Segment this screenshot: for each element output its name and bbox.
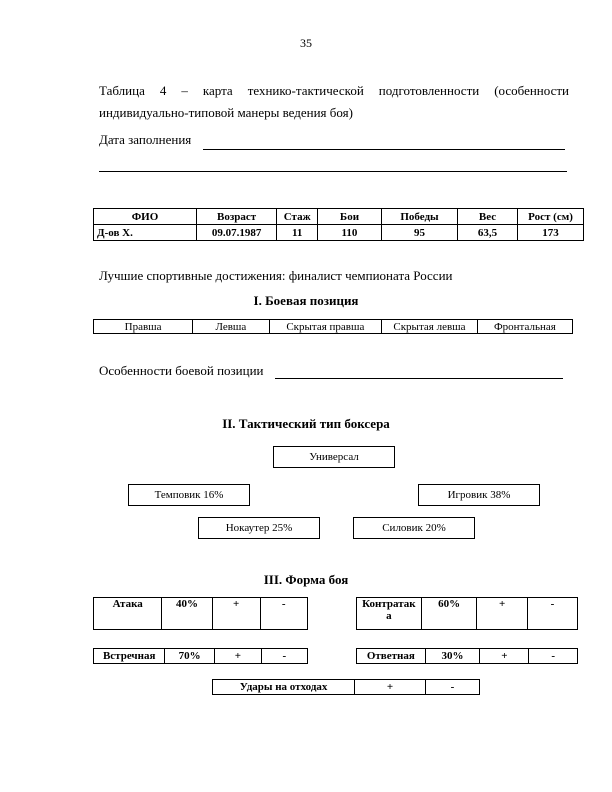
date-fill-line[interactable] xyxy=(203,149,565,150)
position-table xyxy=(93,319,573,334)
position-southpaw: Левша xyxy=(193,320,269,334)
counter-label: Контратака xyxy=(357,598,422,630)
attack-minus: - xyxy=(260,598,307,630)
position-hidden-orthodox: Скрытая правша xyxy=(269,320,382,334)
response-plus: + xyxy=(480,649,529,664)
page-number: 35 xyxy=(300,36,312,50)
attack-plus: + xyxy=(212,598,260,630)
header-height: Рост (см) xyxy=(518,209,584,225)
section2-title: II. Тактический тип боксера xyxy=(222,416,390,431)
type-tempovik: Темповик 16% xyxy=(128,484,250,506)
attack-pct: 40% xyxy=(162,598,212,630)
header-fio: ФИО xyxy=(94,209,197,225)
value-age: 09.07.1987 xyxy=(196,225,276,241)
section1-title: I. Боевая позиция xyxy=(253,293,359,308)
section3-title: III. Форма боя xyxy=(263,572,349,587)
type-silovik: Силовик 20% xyxy=(353,517,475,539)
counter-table xyxy=(356,597,578,630)
header-wins: Победы xyxy=(381,209,457,225)
counter-pct: 60% xyxy=(421,598,477,630)
response-label: Ответная xyxy=(357,649,426,664)
type-universal: Универсал xyxy=(273,446,395,468)
value-height: 173 xyxy=(518,225,584,241)
oncoming-table xyxy=(93,648,308,664)
attack-label: Атака xyxy=(94,598,162,630)
value-weight: 63,5 xyxy=(458,225,518,241)
date-label: Дата заполнения xyxy=(99,132,192,147)
header-experience: Стаж xyxy=(277,209,318,225)
retreat-label: Удары на отходах xyxy=(213,680,355,695)
achievements-text: Лучшие спортивные достижения: финалист чемпионата России xyxy=(99,268,453,283)
position-hidden-southpaw: Скрытая левша xyxy=(382,320,478,334)
oncoming-plus: + xyxy=(214,649,261,664)
header-age: Возраст xyxy=(196,209,276,225)
header-fights: Бои xyxy=(318,209,382,225)
response-pct: 30% xyxy=(425,649,480,664)
position-features-label: Особенности боевой позиции xyxy=(99,363,264,378)
value-fights: 110 xyxy=(318,225,382,241)
position-features-line[interactable] xyxy=(275,378,563,379)
response-minus: - xyxy=(529,649,578,664)
position-orthodox: Правша xyxy=(94,320,193,334)
value-wins: 95 xyxy=(381,225,457,241)
profile-value-row xyxy=(94,225,584,241)
counter-plus: + xyxy=(477,598,527,630)
value-experience: 11 xyxy=(277,225,318,241)
table-caption: Таблица 4 – карта технико-тактической подготовленности (особенности индивидуально-типовой манеры ведения боя) xyxy=(99,83,569,120)
position-frontal: Фронтальная xyxy=(477,320,572,334)
counter-minus: - xyxy=(527,598,577,630)
type-nokauter: Нокаутер 25% xyxy=(198,517,320,539)
oncoming-label: Встречная xyxy=(94,649,165,664)
profile-header-row xyxy=(94,209,584,225)
header-weight: Вес xyxy=(458,209,518,225)
retreat-table xyxy=(212,679,480,695)
attack-table xyxy=(93,597,308,630)
type-igrovik: Игровик 38% xyxy=(418,484,540,506)
retreat-plus: + xyxy=(355,680,426,695)
oncoming-pct: 70% xyxy=(165,649,215,664)
oncoming-minus: - xyxy=(261,649,307,664)
response-table xyxy=(356,648,578,664)
retreat-minus: - xyxy=(426,680,480,695)
date-fill-line-2 xyxy=(99,171,567,172)
value-fio: Д-ов Х. xyxy=(94,225,197,241)
profile-table xyxy=(93,208,584,241)
